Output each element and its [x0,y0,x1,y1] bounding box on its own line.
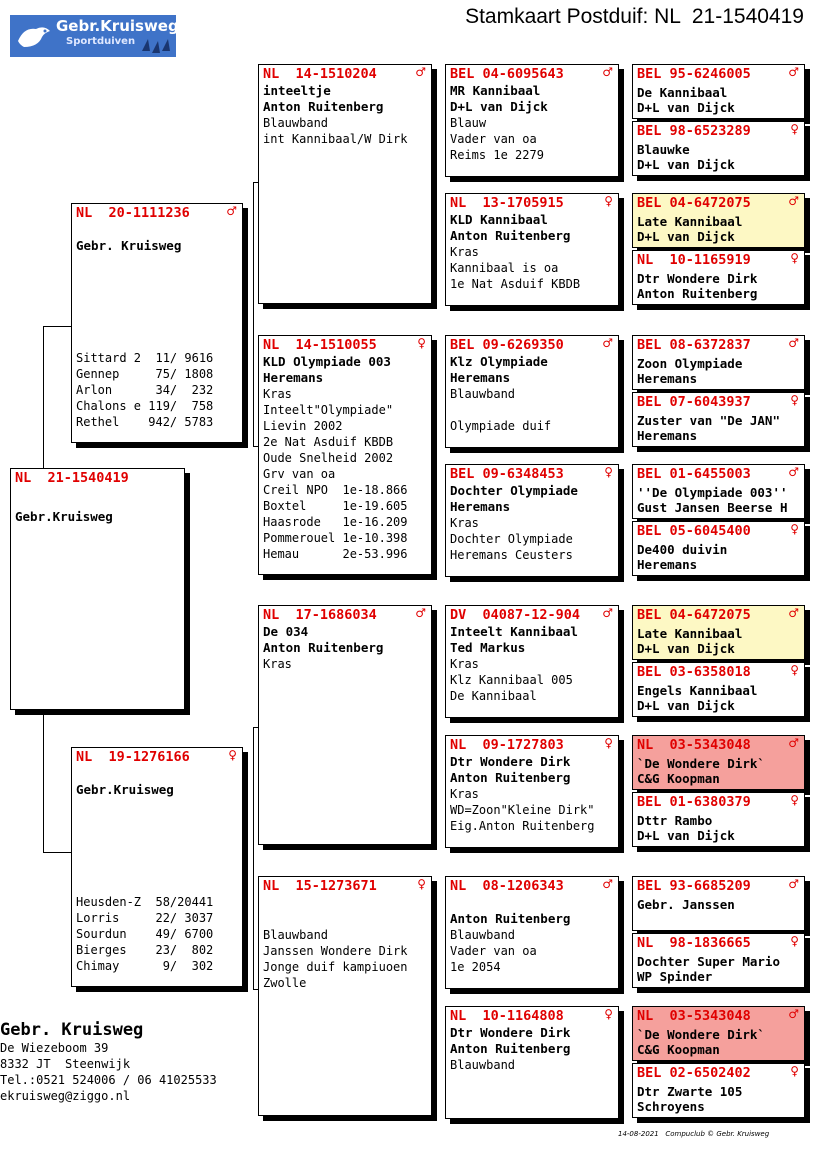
ancestor-card [632,464,805,519]
owner-address [0,1020,217,1104]
connector-line [43,710,44,852]
pigeon-info: Blauwband [450,928,516,942]
ring-number: BEL 04-6472075 [637,607,751,623]
ring-number: NL 14-1510055 [263,337,377,353]
great-grandparent-card [445,464,619,577]
ring-number: BEL 01-6455003 [637,466,751,482]
father-card [71,203,243,443]
pigeon-info: Kras [450,245,479,259]
sex-symbol-icon: ♂ [788,194,799,208]
sex-symbol-icon: ♀ [228,748,237,762]
connector-line [43,852,71,853]
race-result: Sourdun 49/ 6700 [76,927,214,941]
pigeon-name: Dtr Wondere Dirk [637,271,758,286]
ring-number: NL 20-1111236 [76,205,190,221]
ancestor-card [632,876,805,931]
pigeon-name: Anton Ruitenberg [637,286,758,301]
sex-symbol-icon: ♀ [790,793,799,807]
pigeon-name: Anton Ruitenberg [450,228,571,243]
pigeon-name: Heremans [450,370,511,385]
great-grandparent-card [445,64,619,177]
ring-number: NL 98-1836665 [637,935,751,951]
pigeon-name: Inteelt Kannibaal [450,624,578,639]
ring-number: NL 10-1164808 [450,1008,564,1024]
pigeon-name: Gebr. Kruisweg [76,238,182,253]
pigeon-name: Zuster van "De JAN" [637,413,780,428]
pigeon-name: Dochter Olympiade [450,483,578,498]
pigeon-name: `De Wondere Dirk` [637,1027,765,1042]
pigeon-info: Vader van oa [450,944,537,958]
sex-symbol-icon: ♀ [790,122,799,136]
ring-number: NL 08-1206343 [450,878,564,894]
sex-symbol-icon: ♂ [788,336,799,350]
sex-symbol-icon: ♂ [602,606,613,620]
pigeon-name: KLD Kannibaal [450,212,548,227]
pigeons-silhouette-icon [140,35,174,55]
pigeon-info: Haasrode 1e-16.209 [263,515,408,529]
email-line: ekruisweg@ziggo.nl [0,1089,131,1103]
ring-number: BEL 04-6472075 [637,195,751,211]
pigeon-info: Oude Snelheid 2002 [263,451,394,465]
race-result: Bierges 23/ 802 [76,943,214,957]
pigeon-name: Heremans [450,499,511,514]
page-title: Stamkaart Postduif: NL 21-1540419 [465,5,804,28]
ancestor-card [632,792,805,847]
pigeon-info: 1e 2054 [450,960,501,974]
great-grandparent-card [445,335,619,448]
pigeon-info: Kannibaal is oa [450,261,559,275]
pigeon-info: Kras [263,657,292,671]
pigeon-name: Gebr.Kruisweg [76,782,174,797]
pigeon-info: WD=Zoon"Kleine Dirk" [450,803,595,817]
pigeon-info: Kras [450,657,479,671]
race-result: Gennep 75/ 1808 [76,367,214,381]
sex-symbol-icon: ♂ [602,65,613,79]
logo-subtitle: Sportduiven [66,36,136,47]
pigeon-info: Eig.Anton Ruitenberg [450,819,595,833]
great-grandparent-card [445,605,619,718]
ring-number: BEL 93-6685209 [637,878,751,894]
sex-symbol-icon: ♀ [417,877,426,891]
pigeon-info: 1e Nat Asduif KBDB [450,277,581,291]
sex-symbol-icon: ♀ [790,251,799,265]
pigeon-name: Dtr Wondere Dirk [450,1025,571,1040]
great-grandparent-card [445,1006,619,1119]
sex-symbol-icon: ♂ [788,606,799,620]
owner-name: Gebr. Kruisweg [0,1020,144,1040]
race-result: Lorris 22/ 3037 [76,911,214,925]
pigeon-info: Dochter Olympiade [450,532,573,546]
pigeon-name: C&G Koopman [637,1042,720,1057]
sex-symbol-icon: ♀ [790,522,799,536]
race-result: Rethel 942/ 5783 [76,415,214,429]
pigeon-info: Kras [450,516,479,530]
ring-number: NL 19-1276166 [76,749,190,765]
pigeon-name: Dtr Zwarte 105 [637,1084,743,1099]
pigeon-info: Hemau 2e-53.996 [263,547,408,561]
ring-number: DV 04087-12-904 [450,607,581,623]
ring-number: BEL 98-6523289 [637,123,751,139]
pigeon-name: Heremans [637,557,698,572]
sex-symbol-icon: ♀ [790,393,799,407]
pigeon-name: Anton Ruitenberg [263,640,384,655]
pigeon-name: De 034 [263,624,309,639]
subject-pigeon-card [10,468,185,710]
sex-symbol-icon: ♀ [604,736,613,750]
ancestor-card [632,1006,805,1061]
ancestor-card [632,193,805,248]
pigeon-info: Creil NPO 1e-18.866 [263,483,408,497]
pigeon-info: int Kannibaal/W Dirk [263,132,408,146]
pigeon-name: Heremans [263,370,324,385]
pigeon-info: 2e Nat Asduif KBDB [263,435,394,449]
sex-symbol-icon: ♀ [790,663,799,677]
ring-number: NL 13-1705915 [450,195,564,211]
ring-number: NL 15-1273671 [263,878,377,894]
pigeon-info: Reims 1e 2279 [450,148,544,162]
ring-number: BEL 05-6045400 [637,523,751,539]
ring-number: BEL 95-6246005 [637,66,751,82]
pigeon-info: Boxtel 1e-19.605 [263,499,408,513]
pigeon-name: Gebr. Janssen [637,897,735,912]
ring-number: NL 09-1727803 [450,737,564,753]
ring-number: BEL 08-6372837 [637,337,751,353]
great-grandparent-card [445,735,619,848]
race-result: Chimay 9/ 302 [76,959,214,973]
race-result: Chalons e 119/ 758 [76,399,214,413]
pigeon-name: Ted Markus [450,640,526,655]
pigeon-name: WP Spinder [637,969,713,984]
sex-symbol-icon: ♀ [790,1064,799,1078]
pigeon-info: Blauwband [450,1058,516,1072]
pigeon-name: Dtr Wondere Dirk [450,754,571,769]
sex-symbol-icon: ♀ [417,336,426,350]
pigeon-name: Late Kannibaal [637,214,743,229]
pigeon-info: Jonge duif kampiuoen [263,960,408,974]
pigeon-name: inteeltje [263,83,331,98]
ring-number: NL 10-1165919 [637,252,751,268]
pigeon-name: ''De Olympiade 003'' [637,485,788,500]
pigeon-name: Klz Olympiade [450,354,548,369]
pigeon-name: MR Kannibaal [450,83,541,98]
pigeon-info: Blauw [450,116,487,130]
ancestor-card [632,662,805,717]
grandparent-card [258,605,432,845]
sex-symbol-icon: ♂ [602,877,613,891]
ancestor-card [632,64,805,119]
pigeon-name: Gust Jansen Beerse H [637,500,788,515]
connector-line [253,182,254,446]
ancestor-card [632,1063,805,1118]
ancestor-card [632,121,805,176]
pigeon-info: Grv van oa [263,467,336,481]
race-result: Sittard 2 11/ 9616 [76,351,214,365]
connector-line [43,326,44,468]
ancestor-card [632,605,805,660]
pigeon-name: Zoon Olympiade [637,356,743,371]
connector-line [253,727,254,989]
sex-symbol-icon: ♂ [226,204,237,218]
ring-number: NL 21-1540419 [15,470,129,486]
ancestor-card [632,250,805,305]
grandparent-card [258,64,432,304]
race-result: Heusden-Z 58/20441 [76,895,214,909]
pigeon-name: Blauwke [637,142,690,157]
pigeon-info: Lievin 2002 [263,419,343,433]
phone-line: Tel.:0521 524006 / 06 41025533 [0,1073,217,1087]
ring-number: BEL 07-6043937 [637,394,751,410]
pigeon-info: Kras [263,387,292,401]
ring-number: NL 03-5343048 [637,737,751,753]
pigeon-name: D+L van Dijck [450,99,548,114]
pigeon-info: Olympiade duif [450,419,552,433]
connector-line [43,326,71,327]
sex-symbol-icon: ♀ [604,194,613,208]
footer: 14-08-2021 Compuclub © Gebr. Kruisweg [618,1130,770,1138]
pigeon-info: Pommerouel 1e-10.398 [263,531,408,545]
pigeon-name: Dochter Super Mario [637,954,780,969]
pigeon-info: Klz Kannibaal 005 [450,673,573,687]
pigeon-info: Blauwband [450,387,516,401]
pigeon-name: Schroyens [637,1099,705,1114]
address-line: De Wiezeboom 39 [0,1041,109,1055]
mother-card [71,747,243,987]
pigeon-name: Gebr.Kruisweg [15,509,113,524]
pigeon-name: Engels Kannibaal [637,683,758,698]
pigeon-info: De Kannibaal [450,689,537,703]
ring-number: BEL 01-6380379 [637,794,751,810]
ring-number: BEL 03-6358018 [637,664,751,680]
pigeon-info: Zwolle [263,976,307,990]
pigeon-info: Kras [450,787,479,801]
logo-title: Gebr.Kruisweg [56,17,179,35]
race-result: Arlon 34/ 232 [76,383,214,397]
ancestor-card [632,735,805,790]
sex-symbol-icon: ♀ [604,465,613,479]
ring-number: NL 03-5343048 [637,1008,751,1024]
pigeon-name: D+L van Dijck [637,157,735,172]
sex-symbol-icon: ♂ [788,877,799,891]
ring-number: BEL 04-6095643 [450,66,564,82]
pigeon-name: C&G Koopman [637,771,720,786]
pigeon-name: De Kannibaal [637,85,728,100]
pigeon-name: Anton Ruitenberg [450,911,571,926]
pigeon-info: Inteelt"Olympiade" [263,403,394,417]
pigeon-name: KLD Olympiade 003 [263,354,391,369]
pigeon-name: De400 duivin [637,542,728,557]
sex-symbol-icon: ♀ [790,934,799,948]
sex-symbol-icon: ♂ [788,465,799,479]
sex-symbol-icon: ♂ [415,606,426,620]
great-grandparent-card [445,193,619,306]
pigeon-name: Dttr Rambo [637,813,713,828]
ancestor-card [632,392,805,447]
ring-number: BEL 02-6502402 [637,1065,751,1081]
pigeon-name: D+L van Dijck [637,229,735,244]
pigeon-info: Heremans Ceusters [450,548,573,562]
pigeon-icon [14,21,54,53]
pigeon-name: `De Wondere Dirk` [637,756,765,771]
pigeon-name: Late Kannibaal [637,626,743,641]
ancestor-card [632,521,805,576]
pigeon-name: D+L van Dijck [637,698,735,713]
pigeon-name: D+L van Dijck [637,828,735,843]
pigeon-info: Blauwband [263,928,329,942]
ring-number: BEL 09-6269350 [450,337,564,353]
ring-number: NL 14-1510204 [263,66,377,82]
pigeon-info: Janssen Wondere Dirk [263,944,408,958]
sex-symbol-icon: ♂ [415,65,426,79]
pigeon-info: Blauwband [263,116,329,130]
ancestor-card [632,933,805,988]
pigeon-name: Heremans [637,371,698,386]
pigeon-name: Heremans [637,428,698,443]
pigeon-name: Anton Ruitenberg [263,99,384,114]
ring-number: BEL 09-6348453 [450,466,564,482]
sex-symbol-icon: ♂ [788,736,799,750]
sex-symbol-icon: ♀ [604,1007,613,1021]
address-line: 8332 JT Steenwijk [0,1057,131,1071]
pigeon-info: Vader van oa [450,132,537,146]
great-grandparent-card [445,876,619,989]
sex-symbol-icon: ♂ [788,1007,799,1021]
sex-symbol-icon: ♂ [788,65,799,79]
ancestor-card [632,335,805,390]
grandparent-card [258,876,432,1116]
logo [10,15,179,57]
pigeon-name: Anton Ruitenberg [450,1041,571,1056]
sex-symbol-icon: ♂ [602,336,613,350]
grandparent-card [258,335,432,575]
ring-number: NL 17-1686034 [263,607,377,623]
pigeon-name: D+L van Dijck [637,100,735,115]
pigeon-name: D+L van Dijck [637,641,735,656]
pigeon-name: Anton Ruitenberg [450,770,571,785]
